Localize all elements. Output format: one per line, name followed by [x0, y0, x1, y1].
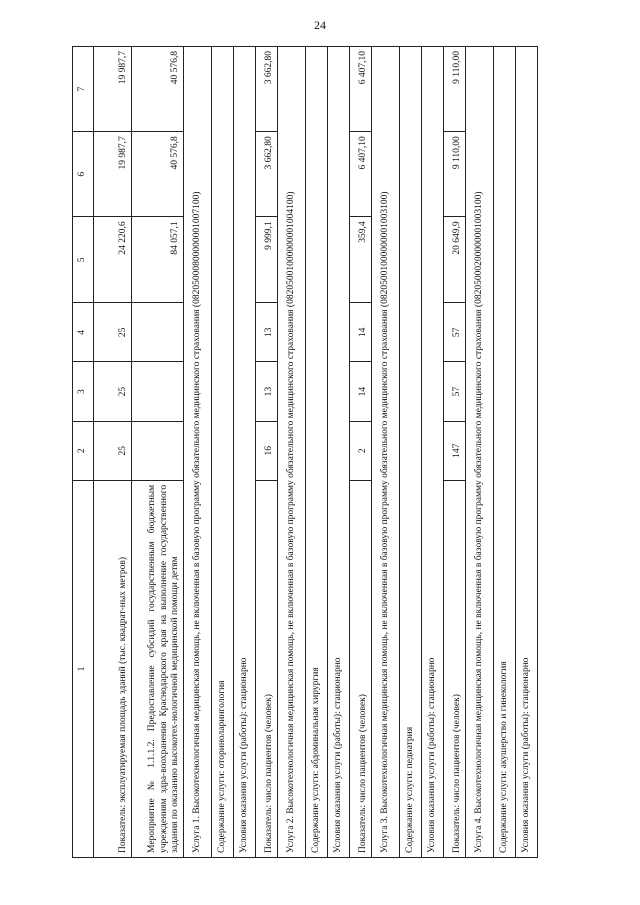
row-label: Мероприятие № 1.1.1.2. Предоставление субсидий государственным бюджетным учреждениям здра-воохранения Краснодарского края на выполнение государственного задания по оказанию высокотех-нологичной медицинской помощи детям [132, 480, 184, 857]
section-row [372, 47, 400, 858]
value-cell: 57 [444, 362, 466, 421]
value-cell: 20 649,9 [444, 217, 466, 303]
row-label: Показатель: число пациентов (человек) [444, 480, 466, 857]
section-row [212, 47, 234, 858]
section-text: Услуга 2. Высокотехнологичная медицинская помощь, не включенная в базовую программу обязательного медицинского страхования (08205001000000001004100) [278, 47, 306, 858]
value-cell: 13 [256, 362, 278, 421]
section-text: Условия оказания услуги (работы): стационарно [234, 47, 256, 858]
value-cell: 40 576,8 [132, 132, 184, 217]
section-text: Услуга 3. Высокотехнологичная медицинская помощь, не включенная в базовую программу обязательного медицинского страхования (08205001000000001003100) [372, 47, 400, 858]
row-label: Показатель: эксплуатируемая площадь зданий (тыс. квадрат-ных метров) [94, 480, 132, 857]
section-text: Условия оказания услуги (работы): стационарно [328, 47, 350, 858]
value-cell: 25 [94, 421, 132, 480]
header-cell: 2 [73, 421, 94, 480]
row-label: Показатель: число пациентов (человек) [256, 480, 278, 857]
value-cell: 13 [256, 303, 278, 362]
value-cell: 40 576,8 [132, 47, 184, 132]
value-cell: 14 [350, 303, 372, 362]
header-row [73, 47, 94, 858]
section-text: Содержание услуги: абдоминальная хирургия [306, 47, 328, 858]
value-cell [132, 303, 184, 362]
value-cell: 147 [444, 421, 466, 480]
section-row [494, 47, 516, 858]
row-label: Показатель: число пациентов (человек) [350, 480, 372, 857]
section-text: Условия оказания услуги (работы): стационарно [422, 47, 444, 858]
value-cell: 359,4 [350, 217, 372, 303]
header-cell: 6 [73, 132, 94, 217]
value-cell: 9 110,00 [444, 132, 466, 217]
value-cell [132, 362, 184, 421]
value-cell [132, 421, 184, 480]
value-cell: 3 662,80 [256, 132, 278, 217]
value-cell: 24 220,6 [94, 217, 132, 303]
section-row [516, 47, 538, 858]
header-cell: 1 [73, 480, 94, 857]
value-cell: 3 662,80 [256, 47, 278, 132]
value-cell: 6 407,10 [350, 132, 372, 217]
header-cell: 7 [73, 47, 94, 132]
section-row [328, 47, 350, 858]
value-cell: 19 987,7 [94, 47, 132, 132]
budget-table [72, 46, 538, 858]
value-cell: 57 [444, 303, 466, 362]
section-text: Содержание услуги: акушерство и гинекология [494, 47, 516, 858]
rotated-table [72, 46, 592, 858]
section-row [184, 47, 212, 858]
table-row [444, 47, 466, 858]
value-cell: 9 110,00 [444, 47, 466, 132]
header-cell: 3 [73, 362, 94, 421]
value-cell: 84 057,1 [132, 217, 184, 303]
value-cell: 14 [350, 362, 372, 421]
header-cell: 4 [73, 303, 94, 362]
page-number: 24 [314, 18, 326, 32]
value-cell: 6 407,10 [350, 47, 372, 132]
value-cell: 19 987,7 [94, 132, 132, 217]
section-text: Содержание услуги: педиатрия [400, 47, 422, 858]
table-row [350, 47, 372, 858]
value-cell: 25 [94, 303, 132, 362]
section-row [234, 47, 256, 858]
header-cell: 5 [73, 217, 94, 303]
table-row [94, 47, 132, 858]
section-text: Содержание услуги: оториноларингология [212, 47, 234, 858]
section-row [278, 47, 306, 858]
value-cell: 2 [350, 421, 372, 480]
table-row [132, 47, 184, 858]
value-cell: 25 [94, 362, 132, 421]
section-text: Условия оказания услуги (работы): стационарно [516, 47, 538, 858]
section-row [466, 47, 494, 858]
value-cell: 9 999,1 [256, 217, 278, 303]
section-row [422, 47, 444, 858]
section-text: Услуга 4. Высокотехнологичная медицинская помощь, не включенная в базовую программу обязательного медицинского страхования (08205000200000001003100) [466, 47, 494, 858]
rotated-table-container [72, 46, 592, 858]
section-row [306, 47, 328, 858]
section-text: Услуга 1. Высокотехнологичная медицинская помощь, не включенная в базовую программу обязательного медицинского страхования (08205000800000001007100) [184, 47, 212, 858]
section-row [400, 47, 422, 858]
table-row [256, 47, 278, 858]
value-cell: 16 [256, 421, 278, 480]
